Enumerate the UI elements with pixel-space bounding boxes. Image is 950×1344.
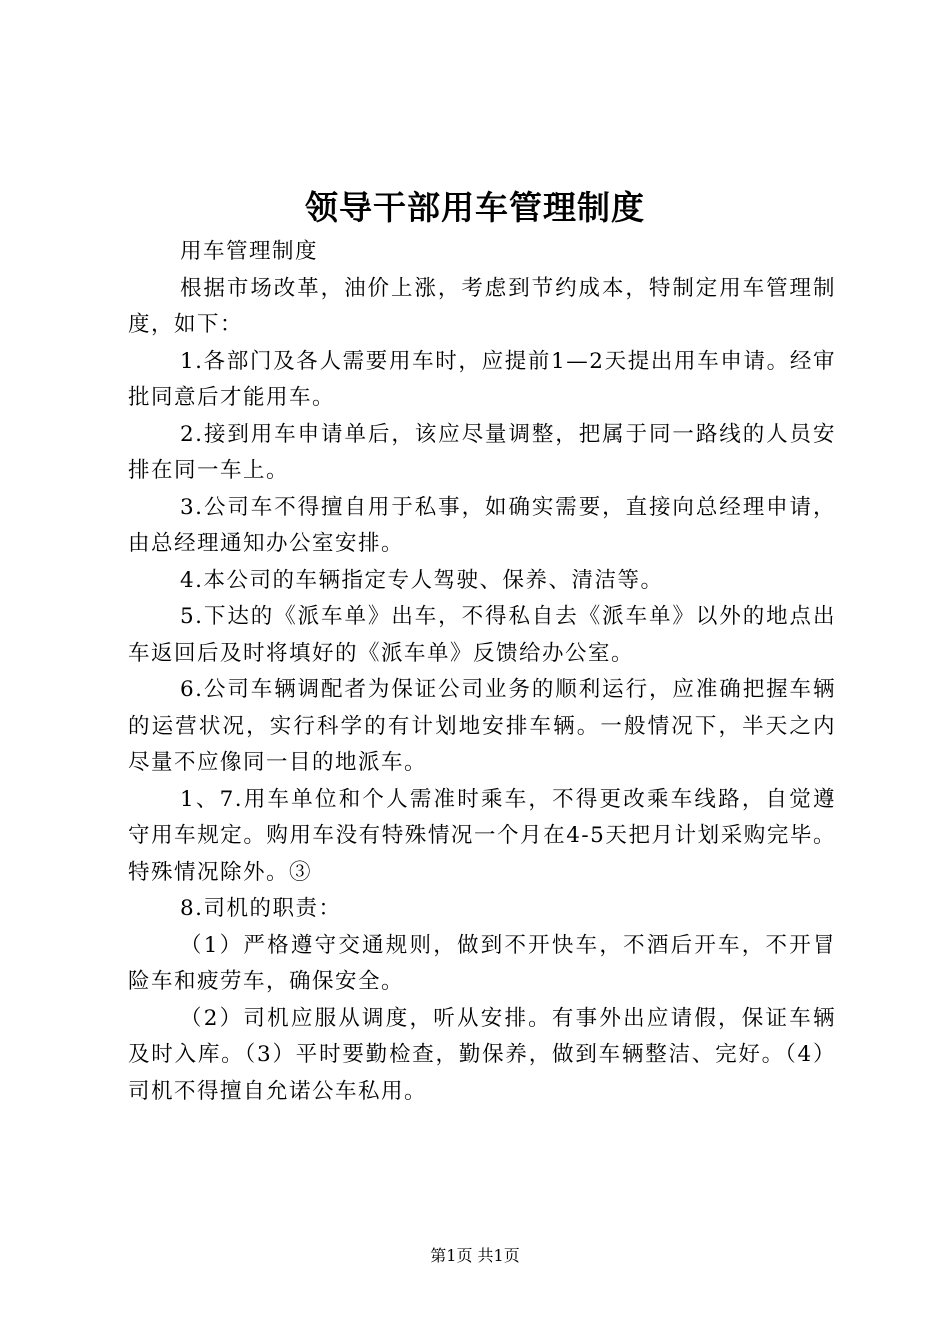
paragraph-heading: 用车管理制度 — [180, 239, 319, 264]
document-title: 领导干部用车管理制度 — [305, 188, 645, 227]
paragraph-rule-5: 5.下达的《派车单》出车，不得私自去《派车单》以外的地点出车返回后及时将填好的《派车单》反馈给办公室。 — [128, 604, 836, 666]
paragraph-driver-duty-2: （2）司机应服从调度，听从安排。有事外出应请假，保证车辆及时入库。（3）平时要勤检查，勤保养，做到车辆整洁、完好。（4）司机不得擅自允诺公车私用。 — [128, 1005, 836, 1104]
paragraph-intro: 根据市场改革，油价上涨，考虑到节约成本，特制定用车管理制度，如下： — [128, 275, 836, 337]
paragraph-rule-1: 1.各部门及各人需要用车时，应提前1—2天提出用车申请。经审批同意后才能用车。 — [128, 348, 836, 410]
page-footer: 第1页 共1页 — [430, 1246, 520, 1265]
paragraph-driver-duty-1: （1）严格遵守交通规则，做到不开快车，不酒后开车，不开冒险车和疲劳车，确保安全。 — [128, 932, 836, 994]
paragraph-rule-2: 2.接到用车申请单后，该应尽量调整，把属于同一路线的人员安排在同一车上。 — [128, 421, 836, 483]
paragraph-rule-4: 4.本公司的车辆指定专人驾驶、保养、清洁等。 — [180, 567, 664, 593]
paragraph-rule-8: 8.司机的职责： — [180, 896, 342, 921]
paragraph-rule-6: 6.公司车辆调配者为保证公司业务的顺利运行，应准确把握车辆的运营状况，实行科学的有计划地安排车辆。一般情况下，半天之内尽量不应像同一目的地派车。 — [128, 677, 836, 775]
paragraph-rule-3: 3.公司车不得擅自用于私事，如确实需要，直接向总经理申请，由总经理通知办公室安排。 — [128, 494, 836, 556]
document-body — [128, 234, 836, 1110]
paragraph-rule-7: 1、7.用车单位和个人需准时乘车，不得更改乘车线路，自觉遵守用车规定。购用车没有特殊情况一个月在4-5天把月计划采购完毕。特殊情况除外。③ — [128, 786, 836, 885]
